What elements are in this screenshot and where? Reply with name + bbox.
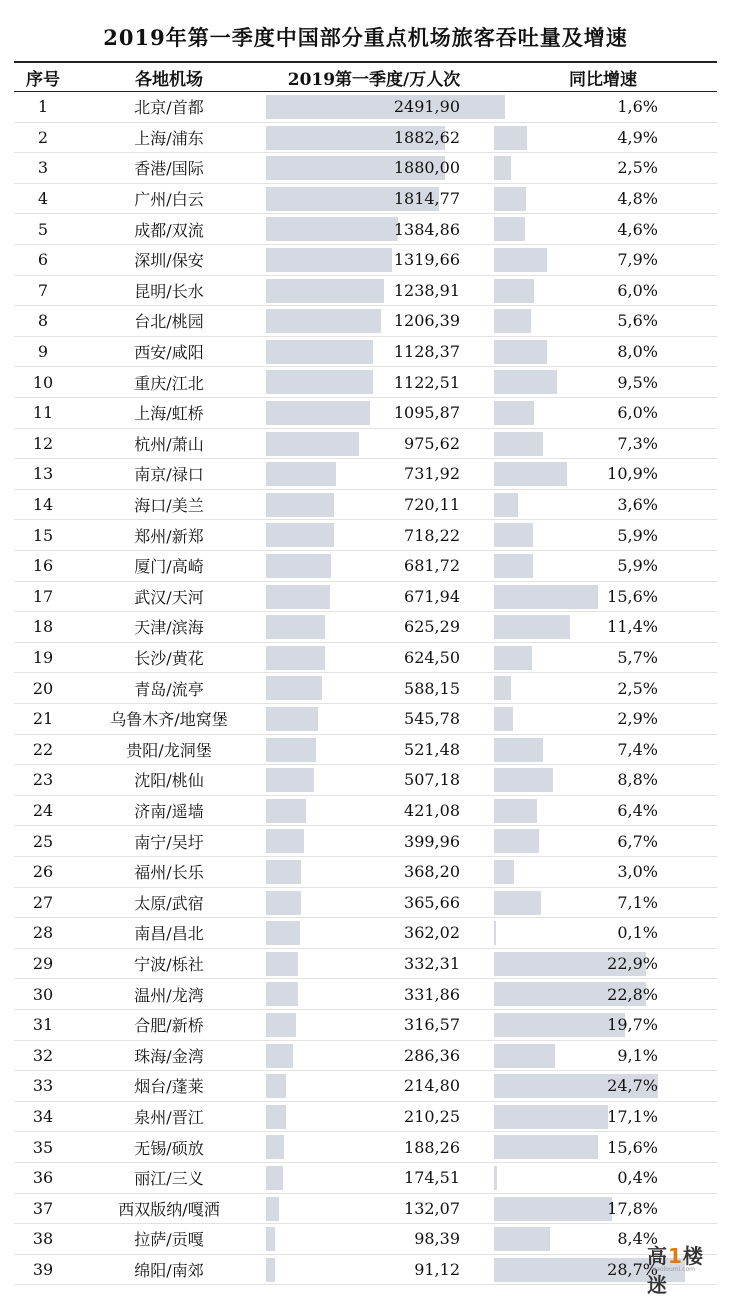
- passenger-value-label: 1384,86: [393, 219, 460, 239]
- table-row: [14, 1071, 717, 1102]
- growth-value-label: 0,4%: [617, 1168, 658, 1188]
- table-row: [14, 826, 717, 857]
- airport-cell: 济南/遥墙: [134, 802, 204, 822]
- airport-cell: 青岛/流亭: [134, 679, 204, 699]
- airport-cell: 重庆/江北: [134, 373, 204, 393]
- growth-value-label: 7,3%: [617, 433, 658, 453]
- table-row: [14, 1041, 717, 1072]
- table-row: [14, 367, 717, 398]
- rank-cell: 36: [32, 1168, 54, 1188]
- rank-cell: 17: [32, 586, 54, 606]
- growth-value-label: 15,6%: [607, 586, 658, 606]
- rank-cell: 28: [32, 923, 54, 943]
- table-row: [14, 153, 717, 184]
- table-row: [14, 1163, 717, 1194]
- rank-cell: 7: [37, 280, 49, 300]
- airport-cell: 郑州/新郑: [134, 526, 204, 546]
- growth-value-label: 3,0%: [617, 862, 658, 882]
- passenger-value-label: 681,72: [404, 556, 460, 576]
- passenger-value-label: 332,31: [404, 954, 460, 974]
- table-row: [14, 459, 717, 490]
- header-growth: 同比增速: [569, 69, 637, 90]
- passenger-value-label: 521,48: [404, 739, 460, 759]
- table-row: [14, 245, 717, 276]
- growth-value-label: 6,0%: [617, 403, 658, 423]
- growth-value-label: 6,0%: [617, 280, 658, 300]
- passenger-value-label: 1095,87: [393, 403, 460, 423]
- passenger-value-label: 1238,91: [393, 280, 460, 300]
- table-header: [14, 61, 717, 92]
- growth-value-label: 5,7%: [617, 648, 658, 668]
- passenger-value-label: 545,78: [404, 709, 460, 729]
- table-row: [14, 337, 717, 368]
- passenger-value-label: 174,51: [404, 1168, 460, 1188]
- passenger-value-label: 365,66: [404, 892, 460, 912]
- passenger-value-label: 718,22: [404, 525, 460, 545]
- passenger-value-label: 214,80: [404, 1076, 460, 1096]
- airport-cell: 台北/桃园: [134, 312, 204, 332]
- growth-value-label: 5,9%: [617, 525, 658, 545]
- passenger-value-label: 399,96: [404, 831, 460, 851]
- table-row: [14, 582, 717, 613]
- passenger-value-label: 368,20: [404, 862, 460, 882]
- rank-cell: 21: [32, 709, 54, 729]
- growth-value-label: 10,9%: [607, 464, 658, 484]
- airport-cell: 泉州/晋江: [134, 1108, 204, 1128]
- rank-cell: 13: [32, 464, 54, 484]
- airport-cell: 长沙/黄花: [134, 649, 204, 669]
- table-row: [14, 1132, 717, 1163]
- growth-value-label: 8,0%: [617, 342, 658, 362]
- passenger-value-label: 98,39: [414, 1229, 460, 1249]
- rank-cell: 22: [32, 739, 54, 759]
- rank-cell: 38: [32, 1229, 54, 1249]
- passenger-value-label: 975,62: [404, 433, 460, 453]
- growth-value-label: 22,8%: [607, 984, 658, 1004]
- table-row: [14, 398, 717, 429]
- growth-value-label: 8,8%: [617, 770, 658, 790]
- airport-cell: 沈阳/桃仙: [134, 771, 204, 791]
- passenger-value-label: 421,08: [404, 801, 460, 821]
- growth-value-label: 19,7%: [607, 1015, 658, 1035]
- table-row: [14, 276, 717, 307]
- airport-cell: 武汉/天河: [134, 587, 204, 607]
- table-row: [14, 765, 717, 796]
- table-row: [14, 704, 717, 735]
- rank-cell: 14: [32, 495, 54, 515]
- table-row: [14, 612, 717, 643]
- rank-cell: 39: [32, 1260, 54, 1280]
- header-passengers: 2019第一季度/万人次: [287, 69, 461, 90]
- rank-cell: 2: [37, 127, 49, 147]
- airport-cell: 福州/长乐: [134, 863, 204, 883]
- growth-value-label: 2,5%: [617, 678, 658, 698]
- rank-cell: 11: [32, 403, 54, 423]
- airport-cell: 成都/双流: [134, 220, 204, 240]
- table-row: [14, 184, 717, 215]
- growth-value-label: 7,1%: [617, 892, 658, 912]
- passenger-value-label: 720,11: [404, 495, 460, 515]
- table-row: [14, 918, 717, 949]
- airport-cell: 绵阳/南郊: [134, 1261, 204, 1281]
- rank-cell: 1: [37, 97, 49, 117]
- table-row: [14, 1102, 717, 1133]
- airport-cell: 香港/国际: [134, 159, 204, 179]
- airport-cell: 海口/美兰: [134, 496, 204, 516]
- airport-cell: 天津/滨海: [134, 618, 204, 638]
- growth-value-label: 6,7%: [617, 831, 658, 851]
- growth-value-label: 7,4%: [617, 739, 658, 759]
- growth-value-label: 5,9%: [617, 556, 658, 576]
- airport-cell: 乌鲁木齐/地窝堡: [110, 710, 228, 730]
- passenger-value-label: 286,36: [404, 1045, 460, 1065]
- airport-cell: 上海/浦东: [134, 128, 204, 148]
- rank-cell: 16: [32, 556, 54, 576]
- rank-cell: 8: [37, 311, 49, 331]
- rank-cell: 37: [32, 1198, 54, 1218]
- watermark-logo: [647, 1244, 717, 1298]
- passenger-value-label: 1206,39: [393, 311, 460, 331]
- table-row: [14, 92, 717, 123]
- watermark-url: gaoloumi.com: [652, 1266, 695, 1273]
- table-row: [14, 643, 717, 674]
- airport-cell: 杭州/萧山: [134, 434, 204, 454]
- rank-cell: 9: [37, 342, 49, 362]
- table-row: [14, 490, 717, 521]
- rank-cell: 6: [37, 250, 49, 270]
- table-row: [14, 1010, 717, 1041]
- passenger-value-label: 1319,66: [393, 250, 460, 270]
- rank-cell: 20: [32, 678, 54, 698]
- growth-value-label: 17,1%: [607, 1107, 658, 1127]
- rank-cell: 15: [32, 525, 54, 545]
- rank-cell: 5: [37, 219, 49, 239]
- airport-cell: 贵阳/龙洞堡: [126, 740, 212, 760]
- airport-cell: 温州/龙湾: [134, 985, 204, 1005]
- passenger-value-label: 1122,51: [393, 372, 460, 392]
- table-row: [14, 520, 717, 551]
- rank-cell: 23: [32, 770, 54, 790]
- passenger-value-label: 1882,62: [393, 127, 460, 147]
- table-row: [14, 735, 717, 766]
- rank-cell: 24: [32, 801, 54, 821]
- passenger-value-label: 132,07: [404, 1198, 460, 1218]
- airport-cell: 西双版纳/嘎洒: [118, 1199, 220, 1219]
- airport-cell: 宁波/栎社: [134, 955, 204, 975]
- rank-cell: 19: [32, 648, 54, 668]
- passenger-value-label: 316,57: [404, 1015, 460, 1035]
- table-row: [14, 551, 717, 582]
- growth-value-label: 9,5%: [617, 372, 658, 392]
- passenger-value-label: 731,92: [404, 464, 460, 484]
- airport-cell: 拉萨/贡嘎: [134, 1230, 204, 1250]
- rank-cell: 10: [32, 372, 54, 392]
- rank-cell: 33: [32, 1076, 54, 1096]
- airport-cell: 北京/首都: [134, 98, 204, 118]
- passenger-value-label: 1880,00: [393, 158, 460, 178]
- airport-cell: 昆明/长水: [134, 281, 204, 301]
- airport-cell: 南宁/吴圩: [134, 832, 204, 852]
- airport-cell: 西安/咸阳: [134, 343, 204, 363]
- passenger-value-label: 671,94: [404, 586, 460, 606]
- growth-value-label: 4,8%: [617, 189, 658, 209]
- passenger-value-label: 331,86: [404, 984, 460, 1004]
- rank-cell: 18: [32, 617, 54, 637]
- passenger-value-label: 210,25: [404, 1107, 460, 1127]
- rank-cell: 34: [32, 1107, 54, 1127]
- table-row: [14, 306, 717, 337]
- rank-cell: 12: [32, 433, 54, 453]
- table-row: [14, 1194, 717, 1225]
- growth-value-label: 4,9%: [617, 127, 658, 147]
- rank-cell: 26: [32, 862, 54, 882]
- growth-value-label: 1,6%: [617, 97, 658, 117]
- growth-value-label: 7,9%: [617, 250, 658, 270]
- passenger-value-label: 2491,90: [393, 97, 460, 117]
- table-row: [14, 1224, 717, 1255]
- growth-value-label: 9,1%: [617, 1045, 658, 1065]
- growth-value-label: 15,6%: [607, 1137, 658, 1157]
- airport-cell: 珠海/金湾: [134, 1046, 204, 1066]
- table-row: [14, 123, 717, 154]
- passenger-value-label: 188,26: [404, 1137, 460, 1157]
- growth-value-label: 24,7%: [607, 1076, 658, 1096]
- table-row: [14, 429, 717, 460]
- rank-cell: 31: [32, 1015, 54, 1035]
- airport-cell: 深圳/保安: [134, 251, 204, 271]
- airport-cell: 烟台/蓬莱: [134, 1077, 204, 1097]
- growth-value-label: 28,7%: [607, 1260, 658, 1280]
- passenger-value-label: 624,50: [404, 648, 460, 668]
- growth-value-label: 3,6%: [617, 495, 658, 515]
- airport-cell: 太原/武宿: [134, 893, 204, 913]
- growth-value-label: 0,1%: [617, 923, 658, 943]
- passenger-value-label: 362,02: [404, 923, 460, 943]
- header-rank: 序号: [26, 69, 60, 90]
- airport-cell: 上海/虹桥: [134, 404, 204, 424]
- passenger-value-label: 91,12: [414, 1260, 460, 1280]
- airport-cell: 无锡/硕放: [134, 1138, 204, 1158]
- growth-value-label: 22,9%: [607, 954, 658, 974]
- rank-cell: 27: [32, 892, 54, 912]
- airport-cell: 南京/禄口: [134, 465, 204, 485]
- rank-cell: 29: [32, 954, 54, 974]
- table-row: [14, 888, 717, 919]
- airport-cell: 合肥/新桥: [134, 1016, 204, 1036]
- passenger-value-label: 507,18: [404, 770, 460, 790]
- passenger-value-label: 588,15: [404, 678, 460, 698]
- airport-cell: 广州/白云: [134, 190, 204, 210]
- table-row: [14, 796, 717, 827]
- chart-title: 2019年第一季度中国部分重点机场旅客吞吐量及增速: [103, 25, 628, 50]
- rank-cell: 4: [37, 189, 49, 209]
- growth-value-label: 2,9%: [617, 709, 658, 729]
- growth-value-label: 11,4%: [607, 617, 658, 637]
- growth-value-label: 17,8%: [607, 1198, 658, 1218]
- airport-cell: 丽江/三义: [134, 1169, 204, 1189]
- table-row: [14, 673, 717, 704]
- passenger-value-label: 1814,77: [393, 189, 460, 209]
- header-airport: 各地机场: [135, 69, 203, 90]
- growth-value-label: 2,5%: [617, 158, 658, 178]
- table-row: [14, 1255, 717, 1286]
- airport-cell: 南昌/昌北: [134, 924, 204, 944]
- airport-cell: 厦门/高崎: [134, 557, 204, 577]
- rank-cell: 3: [37, 158, 49, 178]
- rank-cell: 32: [32, 1045, 54, 1065]
- table-row: [14, 949, 717, 980]
- watermark-text: 高1楼迷: [647, 1244, 704, 1297]
- growth-value-label: 5,6%: [617, 311, 658, 331]
- passenger-value-label: 625,29: [404, 617, 460, 637]
- passenger-value-label: 1128,37: [393, 342, 460, 362]
- rank-cell: 30: [32, 984, 54, 1004]
- table-row: [14, 979, 717, 1010]
- rank-cell: 35: [32, 1137, 54, 1157]
- growth-value-label: 4,6%: [617, 219, 658, 239]
- growth-value-label: 8,4%: [617, 1229, 658, 1249]
- table-row: [14, 214, 717, 245]
- growth-value-label: 6,4%: [617, 801, 658, 821]
- rank-cell: 25: [32, 831, 54, 851]
- table-row: [14, 857, 717, 888]
